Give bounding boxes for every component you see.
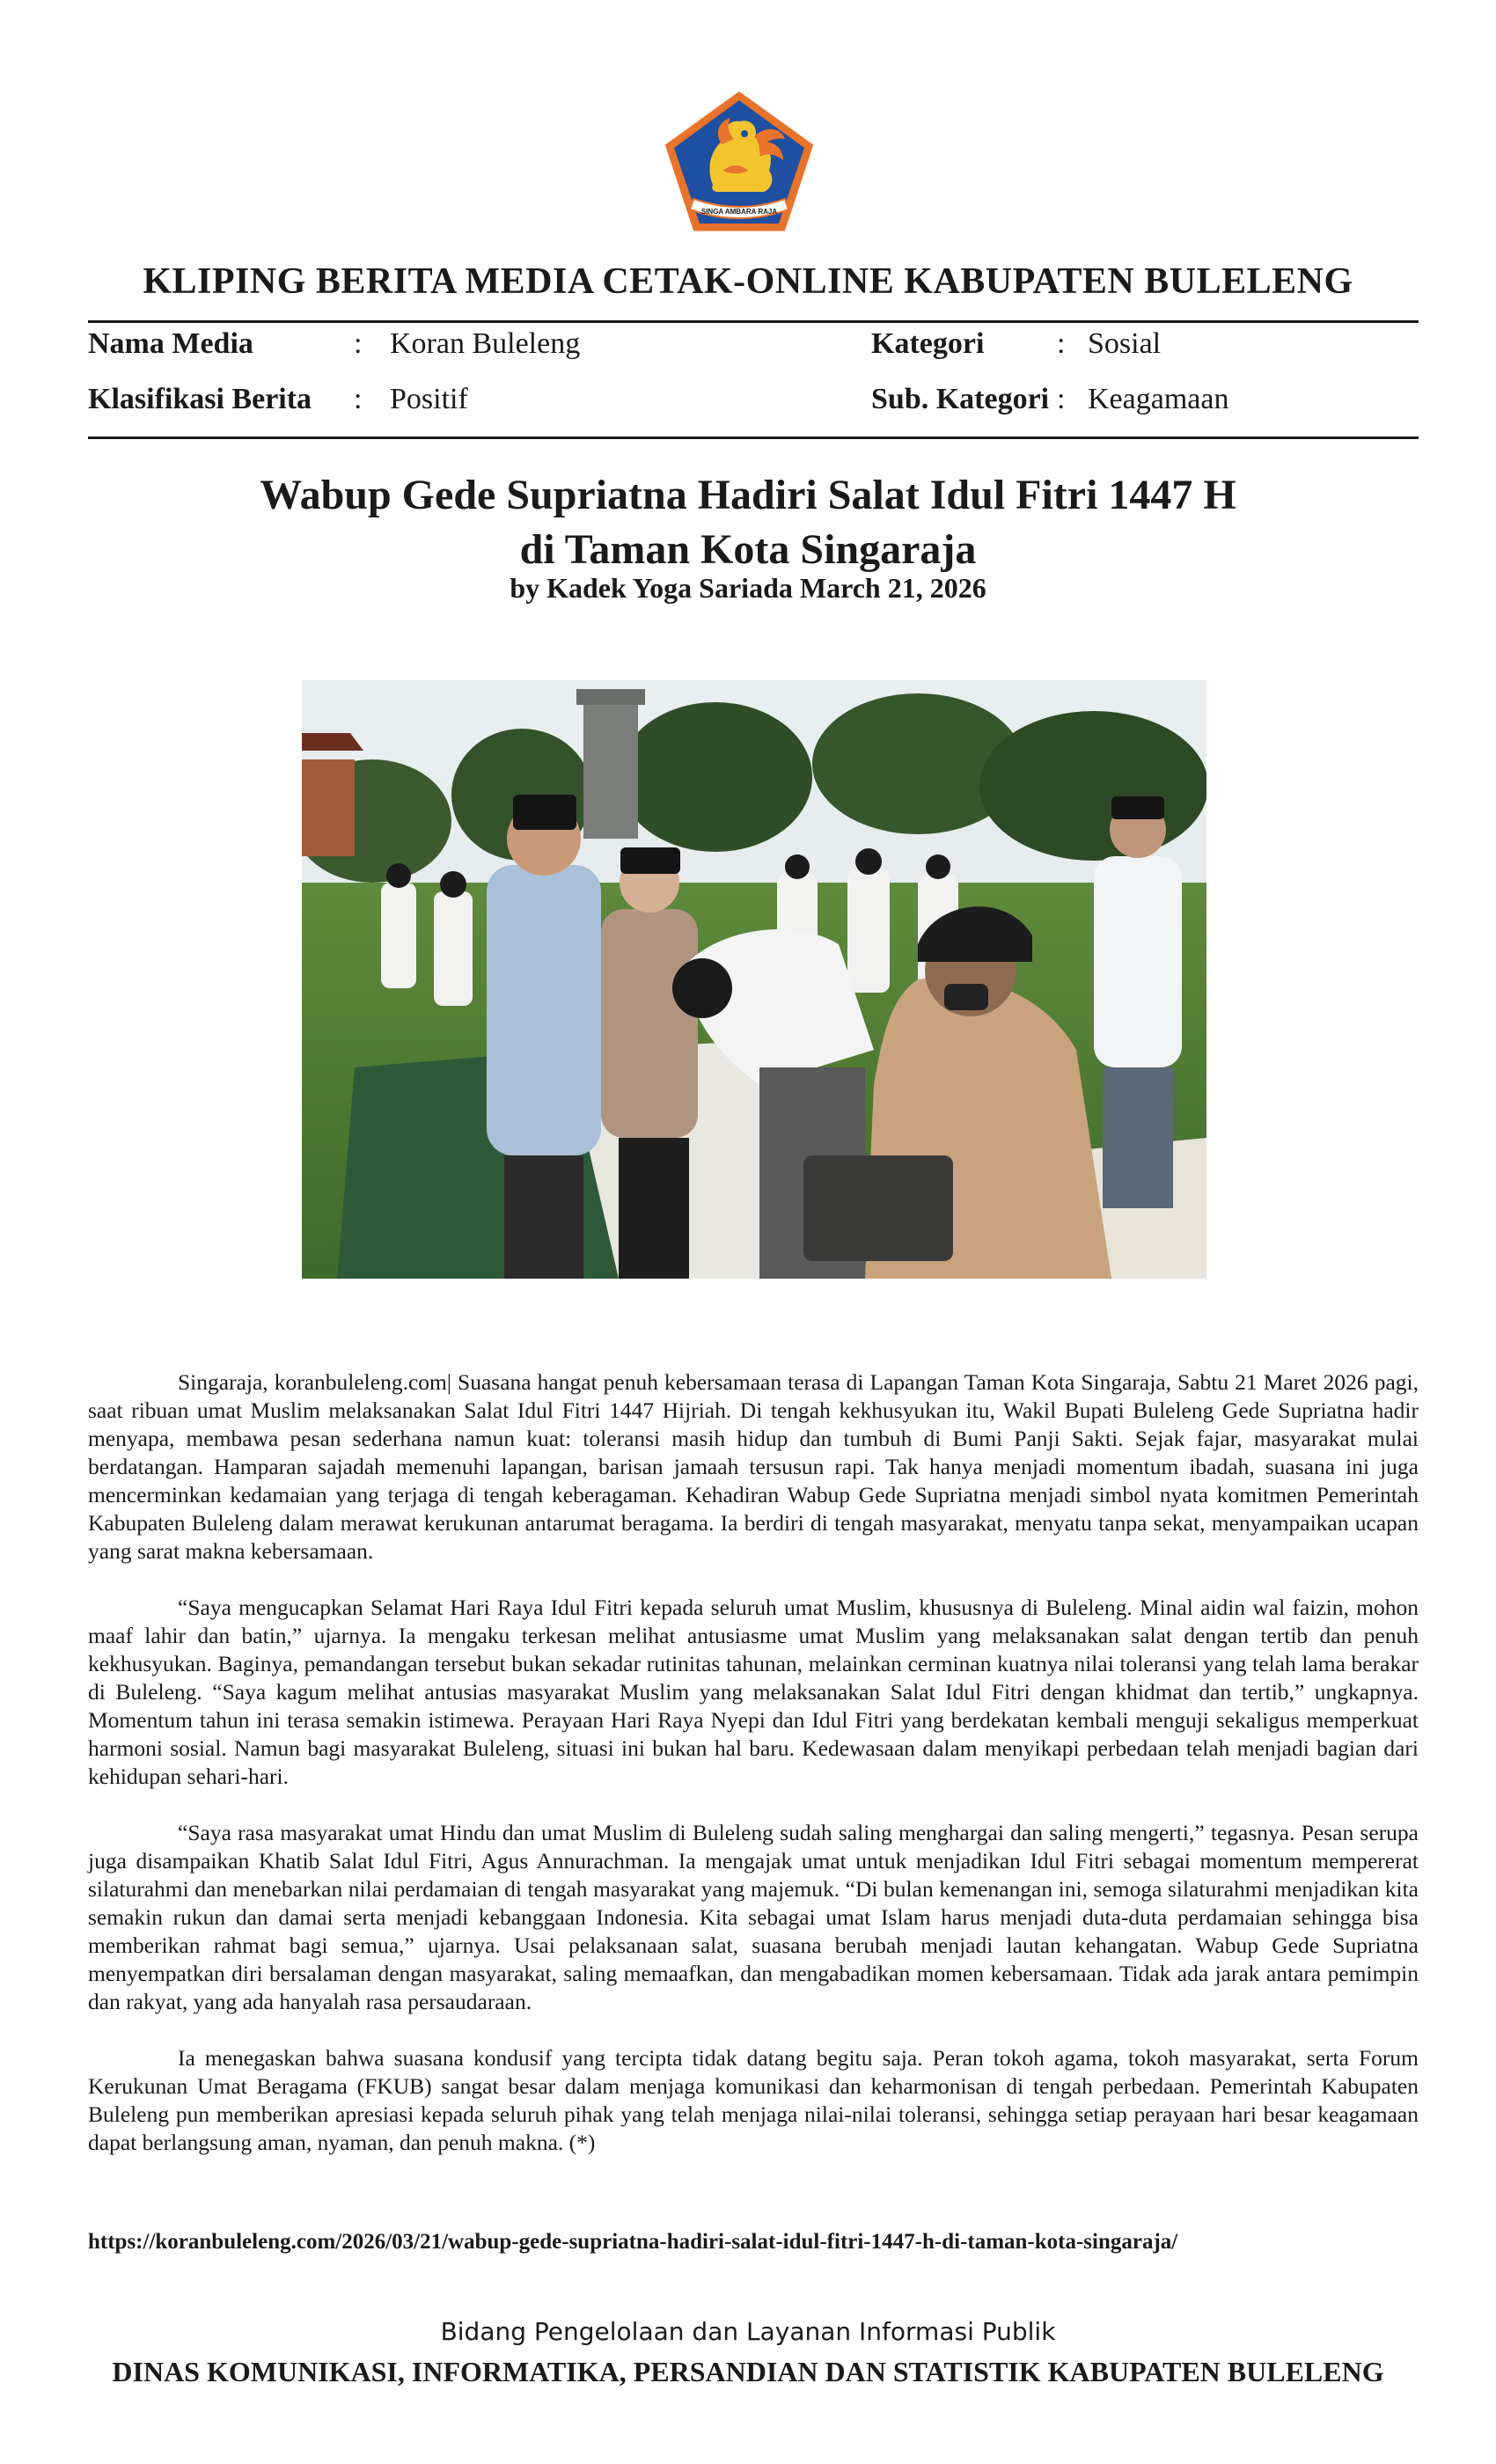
classification-label: Klasifikasi Berita	[88, 383, 312, 415]
article-title	[0, 468, 1496, 577]
media-label: Nama Media	[88, 327, 253, 360]
meta-row-classification	[88, 383, 1419, 427]
article-byline: by Kadek Yoga Sariada March 21, 2026	[510, 572, 986, 604]
buleleng-emblem-logo	[660, 86, 818, 236]
media-colon: :	[354, 327, 363, 360]
article-paragraph: “Saya rasa masyarakat umat Hindu dan umat Muslim di Buleleng sudah saling menghargai dan saling mengerti,” tegasnya. Pesan serupa juga disampaikan Khatib Salat Idul Fitri, Agus Annurachman. Ia mengajak umat untuk menjadikan Idul Fitri sebagai momentum mempererat silaturahmi dan menebarkan nilai perdamaian di tengah masyarakat yang majemuk. “Di bulan kemenangan ini, semoga silaturahmi menjadikan kita semakin rukun dan damai serta menjadi kebanggaan Indonesia. Kita sebagai umat Islam harus menjadi duta-duta perdamaian sehingga bisa memberikan rahmat bagi semua,” ujarnya. Usai pelaksanaan salat, suasana berubah menjadi lautan kehangatan. Wabup Gede Supriatna menyempatkan diri bersalaman dengan masyarakat, saling memaafkan, dan mengabadikan momen kebersamaan. Tidak ada jarak antara pemimpin dan rakyat, yang ada hanyalah rasa persaudaraan.	[88, 1820, 1419, 2014]
article-paragraph: Singaraja, koranbuleleng.com| Suasana hangat penuh kebersamaan terasa di Lapangan Taman Kota Singaraja, Sabtu 21 Maret 2026 pagi, saat ribuan umat Muslim melaksanakan Salat Idul Fitri 1447 Hijriah. Di tengah kekhusyukan itu, Wakil Bupati Buleleng Gede Supriatna hadir menyapa, membawa pesan sederhana namun kuat: toleransi masih hidup dan tumbuh di Bumi Panji Sakti. Sejak fajar, masyarakat mulai berdatangan. Hamparan sajadah memenuhi lapangan, barisan jamaah tersusun rapi. Tak hanya menjadi momentum ibadah, suasana ini juga mencerminkan kedamaian yang terjaga di tengah keberagaman. Kehadiran Wabup Gede Supriatna menjadi simbol nyata komitmen Pemerintah Kabupaten Buleleng dalam merawat kerukunan antarumat beragama. Ia berdiri di tengah masyarakat, menyatu tanpa sekat, menyampaikan ucapan yang sarat makna kebersamaan.	[88, 1369, 1419, 1564]
subcategory-colon: :	[1057, 383, 1066, 415]
clipping-header-title: KLIPING BERITA MEDIA CETAK-ONLINE KABUPATEN BULELENG	[143, 261, 1353, 302]
article-body	[88, 1368, 1419, 2185]
subcategory-value: Keagamaan	[1088, 383, 1229, 415]
article-title-line1: Wabup Gede Supriatna Hadiri Salat Idul Fitri 1447 H	[260, 472, 1236, 518]
article-paragraph: Ia menegaskan bahwa suasana kondusif yang tercipta tidak datang begitu saja. Peran tokoh agama, tokoh masyarakat, serta Forum Kerukunan Umat Beragama (FKUB) sangat besar dalam menjaga komunikasi dan keharmonisan di tengah perbedaan. Pemerintah Kabupaten Buleleng pun memberikan apresiasi kepada seluruh pihak yang telah menjaga nilai-nilai toleransi, sehingga setiap perayaan hari besar keagamaan dapat berlangsung aman, nyaman, dan penuh makna. (*)	[88, 2045, 1419, 2155]
article-paragraph: “Saya mengucapkan Selamat Hari Raya Idul Fitri kepada seluruh umat Muslim, khususnya di Buleleng. Minal aidin wal faizin, mohon maaf lahir dan batin,” ujarnya. Ia mengaku terkesan melihat antusiasme umat Muslim yang melaksanakan salat dengan tertib dan penuh kekhusyukan. Baginya, pemandangan tersebut bukan sekadar rutinitas tahunan, melainkan cerminan kuatnya nilai toleransi yang telah lama berakar di Buleleng. “Saya kagum melihat antusias masyarakat Muslim yang melaksanakan Salat Idul Fitri dengan khidmat dan tertib,” ungkapnya. Momentum tahun ini terasa semakin istimewa. Perayaan Hari Raya Nyepi dan Idul Fitri yang berdekatan kembali menguji sekaligus memperkuat harmoni sosial. Namun bagi masyarakat Buleleng, situasi ini bukan hal baru. Kedewasaan dalam menyikapi perbedaan telah menjadi bagian dari kehidupan sehari-hari.	[88, 1595, 1419, 1789]
category-label: Kategori	[871, 327, 985, 360]
classification-colon: :	[354, 383, 363, 415]
category-value: Sosial	[1088, 327, 1162, 360]
article-photo	[302, 680, 1206, 1279]
article-title-line2: di Taman Kota Singaraja	[519, 526, 977, 573]
logo-motto: SINGA AMBARA RAJA	[700, 208, 778, 216]
header-divider-bottom	[88, 436, 1419, 439]
footer-agency: DINAS KOMUNIKASI, INFORMATIKA, PERSANDIAN DAN STATISTIK KABUPATEN BULELENG	[112, 2356, 1384, 2387]
source-url-link[interactable]: https://koranbuleleng.com/2026/03/21/wabup-gede-supriatna-hadiri-salat-idul-fitri-1447-h-di-taman-kota-singaraja/	[88, 2230, 1178, 2254]
header-divider-top	[88, 320, 1419, 323]
media-value: Koran Buleleng	[390, 327, 581, 360]
meta-row-media	[88, 327, 1419, 371]
classification-value: Positif	[390, 383, 468, 415]
category-colon: :	[1057, 327, 1066, 360]
subcategory-label: Sub. Kategori	[871, 383, 1050, 415]
footer-department: Bidang Pengelolaan dan Layanan Informasi Publik	[440, 2317, 1056, 2346]
